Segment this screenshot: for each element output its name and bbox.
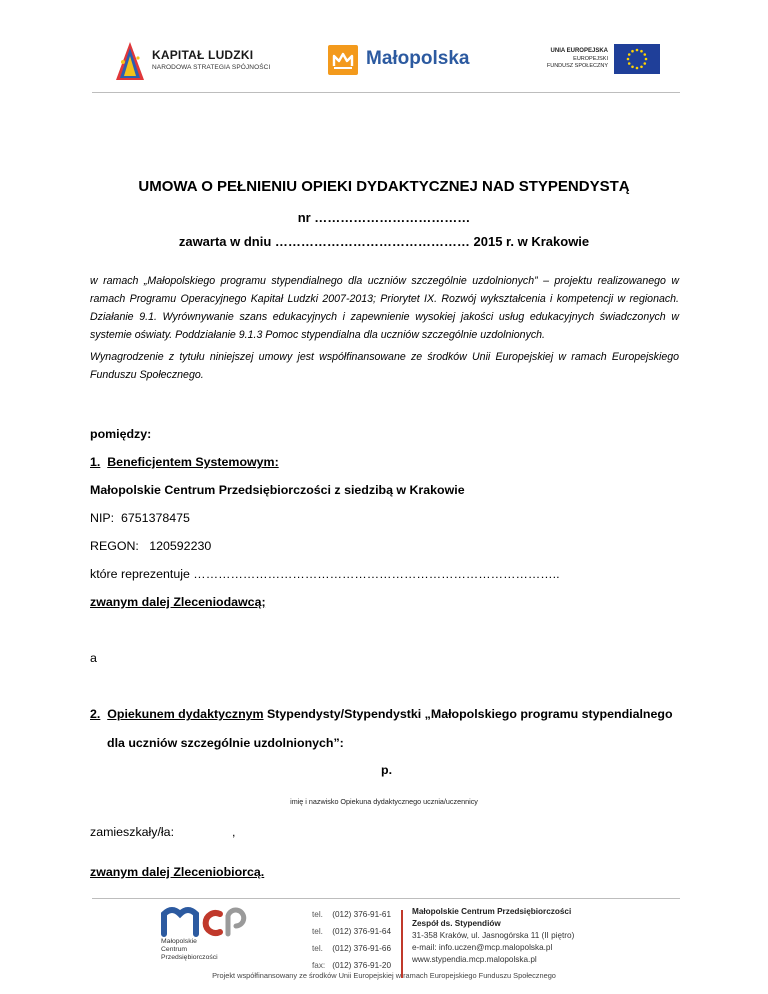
fax-value: (012) 376-91-20 [332,961,391,970]
eu-line-3: FUNDUSZ SPOŁECZNY [546,63,608,69]
nip-value: 6751378475 [121,511,190,525]
org-team: Zespół ds. Stypendiów [412,919,501,928]
between-heading: pomiędzy: [90,427,152,441]
program-description: w ramach „Małopolskiego programu stypendialnego dla uczniów szczególnie uzdolnionych” – projektu realizowanego w ramach Programu Operacyjnego Kapitał Ludzki 2007-2013; Priorytet IX. Rozwój wykształcenia i kompetencji w regionach. Działanie 9.1. Wyrównywanie szans edukacyjnych i zapewnienie wysokiej jakości usług edukacyjnych świadczonych w systemie oświaty. Poddziałanie 9.1.3 Pomoc stypendialna dla uczniów szczególnie uzdolnionych. [90,275,679,341]
phone-label: tel. [312,944,323,953]
eu-star-icon [645,58,648,61]
eu-star-icon [627,58,630,61]
phone-value: (012) 376-91-61 [332,910,391,919]
mcp-logo-text-3: Przedsiębiorczości [161,954,218,961]
kapital-ludzki-title: KAPITAŁ LUDZKI [152,48,254,62]
eu-star-icon [628,53,631,56]
eu-flag-icon [614,44,660,74]
eu-star-icon [631,50,634,53]
funding-note: Wynagrodzenie z tytułu niniejszej umowy jest współfinansowane ze środków Unii Europejskiej w ramach Europejskiego Funduszu Społecznego. [90,351,679,381]
footer-separator [401,910,403,978]
nip-label: NIP: [90,511,115,525]
tutor-name-value: p. [381,763,393,777]
org-address: 31-358 Kraków, ul. Jasnogórska 11 (II piętro) [412,931,575,940]
eu-line-1: UNIA EUROPEJSKA [550,48,608,54]
eu-star-icon [628,62,631,65]
regon-value: 120592230 [149,539,212,553]
footer-phones [312,906,391,974]
phone-line [312,923,391,940]
regon-line [90,539,211,553]
fax-label: fax: [312,961,326,970]
phone-line [312,940,391,957]
malopolska-wordmark: Małopolska [366,48,470,69]
footer-org-info [412,906,574,966]
client-alias: zwanym dalej Zleceniodawcą; [90,595,266,609]
malopolska-logo [328,45,478,75]
residence-label: zamieszkały/ła: [90,825,175,839]
tutor-name-caption: imię i nazwisko Opiekuna dydaktycznego ucznia/uczennicy [290,797,478,806]
malopolska-crown-icon [328,45,358,75]
org-name: Małopolskie Centrum Przedsiębiorczości [412,907,572,916]
footer-funding-note: Projekt współfinansowany ze środków Unii Europejskiej w ramach Europejskiego Funduszu Społecznego [212,971,556,980]
and-word: a [90,651,97,665]
eu-star-icon [643,62,646,65]
residence-value: , [232,825,236,839]
kapital-ludzki-logo [112,40,272,82]
mcp-logo [158,904,248,966]
eu-line-2: EUROPEJSKI [573,56,608,62]
phone-line [312,906,391,923]
org-website[interactable]: www.stypendia.mcp.malopolska.pl [412,955,537,964]
party1-heading [90,455,279,469]
phone-label: tel. [312,927,323,936]
represented-by-line: które reprezentuje …………………………………………………………………………….. [90,567,560,581]
eu-star-icon [640,50,643,53]
party1-number: 1. [90,455,101,469]
party1-label: Beneficjentem Systemowym: [107,455,279,469]
eu-star-icon [640,65,643,68]
eu-star-icon [636,67,639,70]
contractor-alias: zwanym dalej Zleceniobiorcą. [90,865,265,879]
party2-number: 2. [90,707,101,721]
phone-value: (012) 376-91-66 [332,944,391,953]
kapital-ludzki-emblem-icon [112,40,148,82]
mcp-logo-text-1: Małopolskie [161,938,197,945]
phone-value: (012) 376-91-64 [332,927,391,936]
footer-divider [92,898,680,899]
document-date-line: zawarta w dniu ……………………………………… 2015 r. w Krakowie [178,234,590,249]
document-title: UMOWA O PEŁNIENIU OPIEKI DYDAKTYCZNEJ NAD STYPENDYSTĄ [138,178,630,195]
eu-star-icon [636,49,639,52]
kapital-ludzki-subtitle: NARODOWA STRATEGIA SPÓJNOŚCI [152,64,271,71]
document-number: nr ……………………………… [297,210,471,225]
eu-star-icon [631,65,634,68]
party2-heading [90,707,673,721]
mcp-logo-text-2: Centrum [161,946,188,953]
eu-star-icon [643,53,646,56]
mcp-logo-text [161,938,218,962]
party2-heading-line2: dla uczniów szczególnie uzdolnionych”: [107,736,344,750]
phone-label: tel. [312,910,323,919]
eu-logo [540,44,660,76]
org-email[interactable]: e-mail: info.uczen@mcp.malopolska.pl [412,943,553,952]
party2-label-rest: Stypendysty/Stypendystki „Małopolskiego programu stypendialnego [263,707,673,721]
party1-name: Małopolskie Centrum Przedsiębiorczości z siedzibą w Krakowie [90,483,465,497]
header-divider [92,92,680,93]
regon-label: REGON: [90,539,139,553]
nip-line [90,511,190,525]
party2-label: Opiekunem dydaktycznym [107,707,264,721]
